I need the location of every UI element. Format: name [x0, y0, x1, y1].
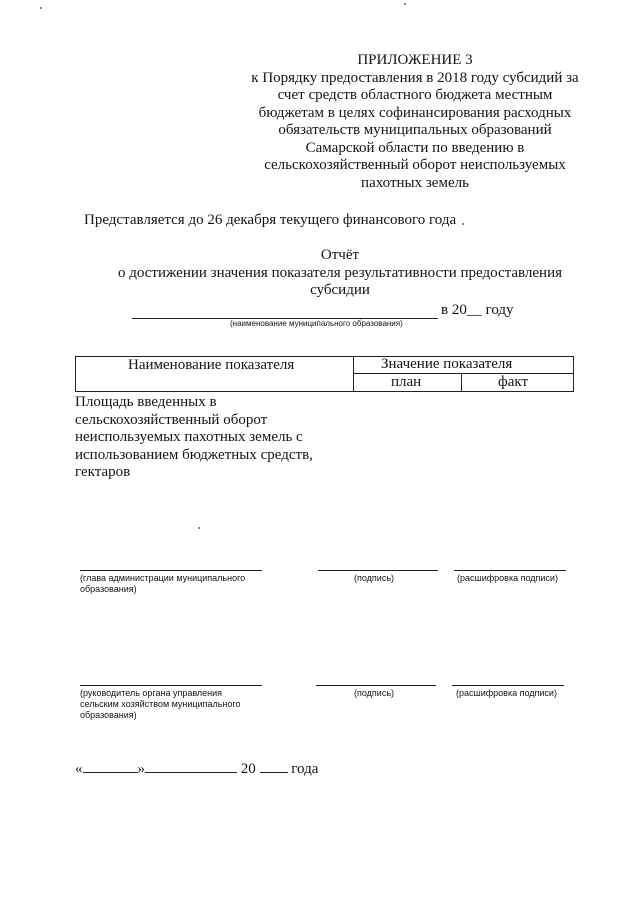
table-divider: [353, 373, 573, 374]
col-header-value: Значение показателя: [381, 356, 513, 372]
report-title: Отчёт: [320, 247, 360, 263]
year-field[interactable]: [260, 772, 288, 773]
report-subtitle: о достижении значения показателя результативности предоставления: [118, 264, 562, 281]
report-title-block: [70, 247, 610, 300]
position-caption-line: (глава администрации муниципального: [80, 573, 246, 583]
appendix-heading: ПРИЛОЖЕНИЕ 3: [357, 52, 473, 68]
position-line[interactable]: [80, 685, 262, 686]
indicator-table: [75, 356, 574, 392]
decoding-caption: (расшифровка подписи): [457, 573, 558, 583]
signature-line[interactable]: [316, 685, 436, 686]
position-caption: [80, 688, 240, 721]
appendix-line: к Порядку предоставления в 2018 году субсидий за: [251, 69, 579, 86]
month-field[interactable]: [145, 772, 237, 773]
position-caption-line: (руководитель органа управления: [80, 688, 223, 698]
indicator-line: гектаров: [75, 464, 131, 480]
signature-caption: (подпись): [354, 688, 395, 698]
appendix-line: счет средств областного бюджета местным: [277, 87, 553, 103]
scan-speck: [40, 7, 42, 9]
signature-line[interactable]: [318, 570, 438, 571]
appendix-line: сельскохозяйственный оборот неиспользуемых: [264, 157, 566, 173]
quote-close: »: [137, 761, 145, 777]
date-row: [75, 761, 318, 778]
report-year: в 20__ году: [441, 302, 514, 318]
position-line[interactable]: [80, 570, 262, 571]
col-header-indicator: Наименование показателя: [128, 357, 295, 373]
decoding-line[interactable]: [452, 685, 564, 686]
report-subtitle-cont: субсидии: [310, 282, 370, 298]
table-divider: [353, 357, 354, 391]
table-divider: [461, 373, 462, 391]
quote-open: «: [75, 761, 83, 777]
indicator-line: использованием бюджетных средств,: [75, 446, 313, 463]
appendix-line: бюджетам в целях софинансирования расходных: [258, 104, 572, 121]
position-caption-line: образования): [80, 710, 137, 720]
position-caption-line: образования): [80, 584, 137, 594]
indicator-line: сельскохозяйственный оборот: [75, 411, 268, 428]
municipality-caption: (наименование муниципального образования): [230, 319, 403, 328]
indicator-name: [75, 394, 345, 482]
scan-speck: [404, 3, 406, 5]
scan-speck: [462, 223, 464, 225]
col-header-fact: факт: [498, 374, 529, 390]
appendix-line: обязательств муниципальных образований: [278, 122, 552, 138]
col-header-plan: план: [391, 374, 422, 390]
position-caption: [80, 573, 245, 595]
scan-speck: [198, 527, 200, 529]
appendix-line: Самарской области по введению в: [305, 139, 525, 156]
signature-caption: (подпись): [354, 573, 395, 583]
indicator-line: Площадь введенных в: [75, 394, 217, 410]
day-field[interactable]: [83, 772, 138, 773]
indicator-line: неиспользуемых пахотных земель с: [75, 429, 303, 445]
appendix-header: [230, 52, 600, 192]
year-suffix: года: [291, 761, 319, 777]
appendix-line: пахотных земель: [361, 174, 469, 191]
submission-note: Представляется до 26 декабря текущего финансового года: [84, 212, 457, 228]
year-prefix: 20: [240, 761, 256, 777]
position-caption-line: сельским хозяйством муниципального: [80, 699, 241, 709]
decoding-caption: (расшифровка подписи): [456, 688, 557, 698]
decoding-line[interactable]: [454, 570, 566, 571]
